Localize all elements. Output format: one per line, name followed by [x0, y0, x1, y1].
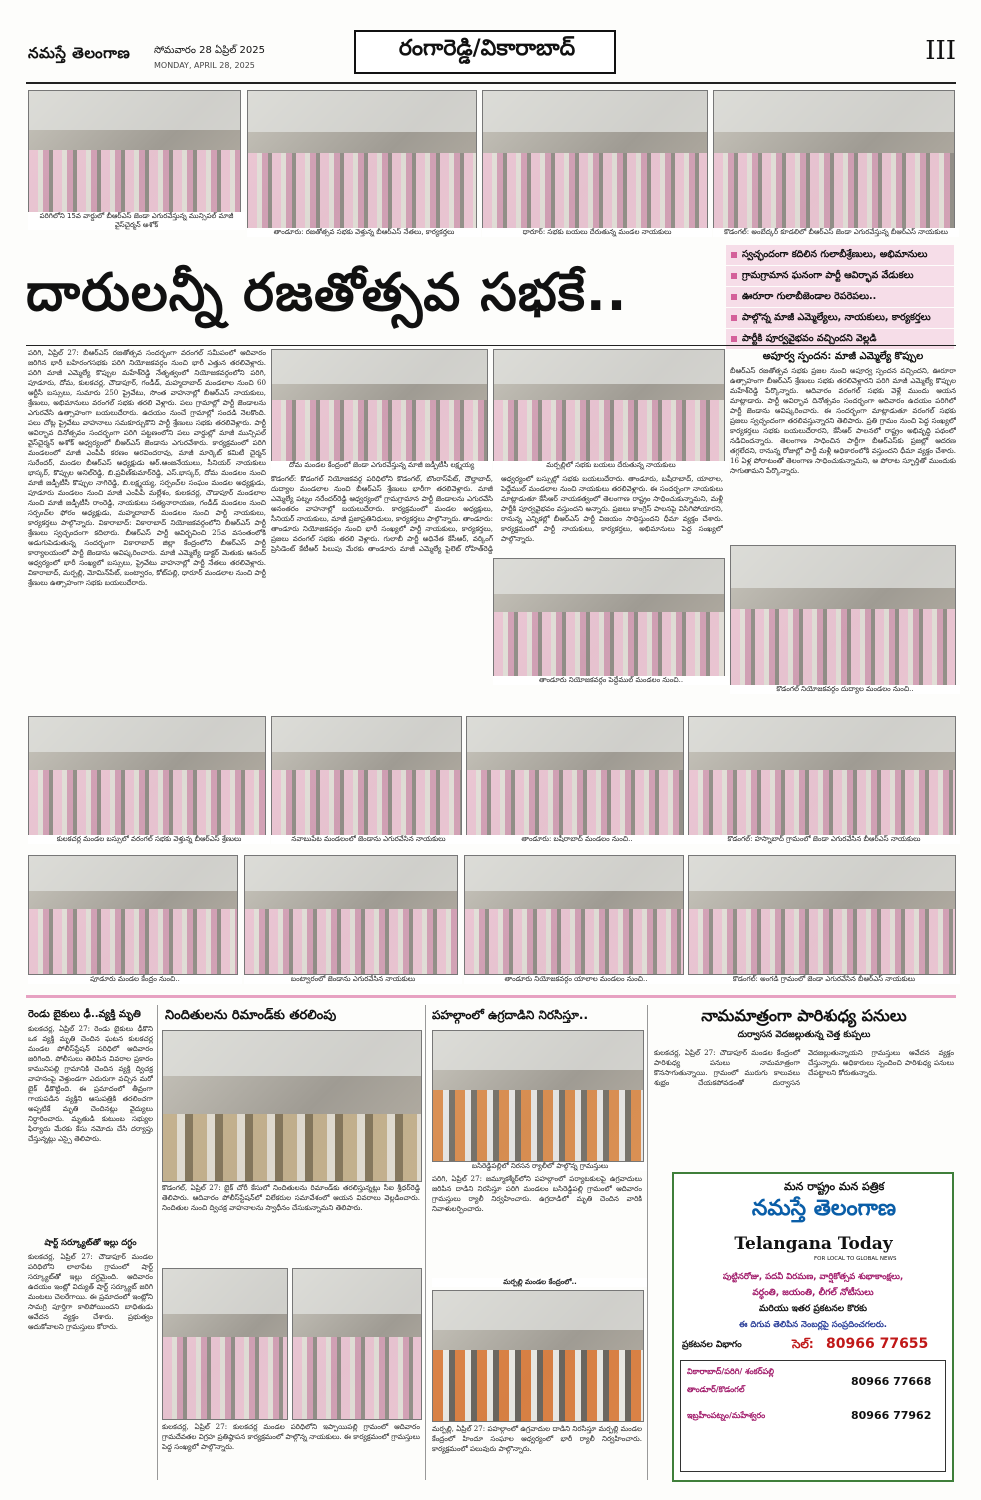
gallery-photo	[466, 716, 684, 836]
news-subtitle: దుర్వాసన వెదజల్లుతున్న చెత్త కుప్పలు	[737, 1030, 871, 1040]
top-photo	[482, 90, 708, 230]
top-photo	[247, 90, 477, 230]
news-text: పరిగి, ఏప్రిల్ 27: జమ్మూకశ్మీర్‌లోని పహల్గాంలో పర్యాటకులపై ఉగ్రవాదులు జరిపిన దాడిని నిరసిస్తూ పరిగి మండలం బసిరెడ్డిపల్లి గ్రామంలో ఆదివారం గ్రామస్తులు ర్యాలీ నిర్వహించారు. ఉగ్రదాడిలో మృతి చెందిన వారికి నివాళులర్పించారు.	[432, 1174, 642, 1213]
ad-brand-te: నమస్తే తెలంగాణ	[751, 1196, 897, 1221]
photo-caption: కొడంగల్: హస్నాబాద్ గ్రామంలో జెండా ఎగురవేసిన బీఆర్‌ఎస్ నాయకులు	[688, 835, 960, 844]
photo-caption: పూడూరు మండల కేంద్రం నుంచి..	[28, 975, 242, 984]
column-rule	[425, 1005, 426, 1480]
story-photo	[493, 558, 725, 678]
photo-caption: కులకచర్ల మండల బస్సులో వరంగల్ సభకు వెళ్తున్న బీఆర్‌ఎస్ శ్రేణులు	[28, 835, 270, 844]
advertisement	[672, 1172, 954, 1482]
highlight-item: స్వచ్ఛందంగా కదిలిన గులాబీశ్రేణులు, అభిమానులు	[726, 245, 954, 265]
ad-contact-phone[interactable]: 80966 77668	[851, 1375, 932, 1388]
photo-caption: తాండూరు నియోజకవర్గం పెద్దేముల్ మండలం నుంచి..	[493, 676, 729, 685]
ad-line: వర్ధంతి, జయంతి, లీగల్ నోటీసులు	[752, 1288, 874, 1298]
masthead-rule	[26, 82, 956, 84]
date-english: MONDAY, APRIL 28, 2025	[154, 61, 255, 70]
gallery-photo	[688, 855, 956, 975]
photo-caption: బంట్వారంలో జెండాను ఎగురవేసిన నాయకులు	[244, 975, 462, 984]
news-title: నిందితులను రిమాండ్‌కు తరలింపు	[165, 1008, 337, 1023]
ad-contact-box	[680, 1360, 946, 1472]
gallery-photo	[28, 716, 266, 836]
ad-cell-label: సెల్:	[792, 1337, 814, 1351]
photo-caption: దోమ మండల కేంద్రంలో జెండా ఎగురవేస్తున్న మాజీ జడ్పీటీసీ లక్ష్మయ్య	[271, 461, 492, 470]
photo-caption: కొడంగల్ నియోజకవర్గం దుద్యాల మండలం నుంచి..	[730, 685, 960, 694]
news-text: కొడంగల్, ఏప్రిల్ 27: బైక్ చోరీ కేసులో నిందితులను రిమాండ్‌కు తరలిస్తున్నట్లు సీఐ శ్రీధర్‌రెడ్డి తెలిపారు. ఆదివారం పోలీస్‌స్టేషన్‌లో విలేకరుల సమావేశంలో ఆయన వివరాలు వెల్లడించారు. నిందితుల నుంచి ద్విచక్ర వాహనాలను స్వాధీనం చేసుకున్నామని తెలిపారు.	[162, 1183, 420, 1212]
news-title: నామమాత్రంగా పారిశుధ్య పనులు	[701, 1006, 907, 1025]
highlight-item: పార్టీకి పూర్వవైభవం వచ్చిందని వెల్లడి	[726, 329, 954, 349]
main-headline: దారులన్నీ రజతోత్సవ సభకే..	[26, 263, 628, 323]
headline-rule	[26, 345, 956, 346]
ad-dept: ప్రకటనల విభాగం	[682, 1340, 742, 1350]
photo-caption: కొడంగల్: అంబేద్కర్ కూడలిలో బీఆర్‌ఎస్ జెండా ఎగురవేస్తున్న బీఆర్‌ఎస్ నాయకులు	[713, 228, 959, 237]
ad-contact-area: వికారాబాద్/పరిగి/ శంకర్‌పల్లి	[687, 1367, 774, 1376]
story-column: పరిగి, ఏప్రిల్ 27: బీఆర్‌ఎస్ రజతోత్సవ సందర్భంగా వరంగల్ సమీపంలో ఆదివారం జరిగిన భారీ బహిరంగసభకు పరిగి నియోజకవర్గం నుంచి భారీ ఎత్తున తరలివెళ్లారు. పరిగి మాజీ ఎమ్మెల్యే కొప్పుల మహేశ్‌రెడ్డి నేతృత్వంలో నియోజకవర్గంలోని పరిగి, పూడూరు, దోమ, కులకచర్ల, చౌడాపూర్, గండీడ్, మహ్మదాబాద్ మండలాల నుంచి 60 ఆర్టీసీ బస్సులు, సుమారు 250 ప్రైవేటు, సొంత వాహనాల్లో బీఆర్‌ఎస్ నాయకులు, శ్రేణులు, అభిమానులు వరంగల్ సభకు తరలి వెళ్లారు. పలు గ్రామాల్లో పార్టీ జెండాలను ఎగురవేసి ఉత్సాహంగా బయలుదేరారు. ఉదయం నుంచే గ్రామాల్లో సందడి నెలకొంది. పలు చోట్ల ప్రైవేటు వాహనాలు సమకూర్చుకొని పార్టీ శ్రేణులు సభకు తరలివెళ్లారు. పార్టీ ఆవిర్భావ దినోత్సవం సందర్భంగా పరిగి పట్టణంలోని పలు వార్డుల్లో మాజీ మున్సిపల్ వైస్‌చైర్మన్ అశోక్ ఆధ్వర్యంలో బీఆర్‌ఎస్ జెండాను ఎగురవేశారు. కార్యక్రమంలో పరిగి మండలంలో మాజీ ఎంపీపీ కరణం అరవిందరావు, మాజీ మార్కెట్ కమిటీ చైర్మన్ సురేందర్, మండల బీఆర్‌ఎస్ అధ్యక్షుడు ఆర్.ఆంజనేయులు, సీనియర్ నాయకులు భాస్కర్, కొప్పుల అనిల్‌రెడ్డి, బి.ప్రవీణ్‌కుమార్‌రెడ్డి, ఎస్.భాస్కర్, దోమ మండలం నుంచి మాజీ జడ్పీటీసీ కొప్పుల నాగిరెడ్డి, బి.లక్ష్మయ్య, సర్పంచ్‌ల సంఘం మండల అధ్యక్షుడు, పూడూరు మండలం నుంచి మాజీ ఎంపీపీ మల్లేశం, కులకచర్ల, చౌడాపూర్ మండలాల నుంచి మాజీ జడ్పీటీసీ రాంరెడ్డి, నాయకులు సత్యనారాయణ, గండీడ్ మండలం నుంచి సర్పంచ్‌ల ఫోరం అధ్యక్షుడు, మహ్మదాబాద్ మండలం నుంచి పార్టీ నాయకులు, కార్యకర్తలు పాల్గొన్నారు. వికారాబాద్: వికారాబాద్ నియోజకవర్గంలోని బీఆర్‌ఎస్ పార్టీ శ్రేణులు స్వచ్ఛందంగా కదిలారు. బీఆర్‌ఎస్ పార్టీ ఆవిర్భవించి 25వ వసంతంలోకి అడుగుపెడుతున్న సందర్భంగా వికారాబాద్ జిల్లా కేంద్రంలోని బీఆర్‌ఎస్ పార్టీ కార్యాలయంలో పార్టీ జెండాను ఆవిష్కరించారు. మాజీ ఎమ్మెల్యే డాక్టర్ మెతుకు ఆనంద్ ఆధ్వర్యంలో భారీ సంఖ్యలో బస్సులు, ప్రైవేటు వాహనాల్లో పార్టీ నేతలు తరలివెళ్లారు. వికారాబాద్, మర్పల్లి, మోమిన్‌పేట్, బంట్వారం, కోట్‌పల్లి, ధారూర్ మండలాల నుంచి పార్టీ శ్రేణులు ఉత్సాహంగా సభకు బయలుదేరారు.	[28, 348, 266, 587]
news-photo	[292, 1268, 422, 1420]
news-photo	[432, 1030, 644, 1162]
news-photo	[162, 1268, 288, 1420]
ad-line: ఈ దిగువ తెలిపిన నెంబర్లపై సంప్రదించగలరు.	[738, 1320, 888, 1330]
highlight-item: ఊరూరా గులాబీజెండాల రెపరెపలు..	[726, 287, 954, 307]
ad-contact-phone[interactable]: 80966 77962	[851, 1409, 932, 1422]
highlight-item: పాల్గొన్న మాజీ ఎమ్మెల్యేలు, నాయకులు, కార్యకర్తలు	[726, 308, 954, 328]
story-photo	[271, 349, 488, 463]
news-text: కులకచర్ల, ఏప్రిల్ 27: రెండు బైకులు ఢీకొని ఒక వ్యక్తి మృతి చెందిన ఘటన కులకచర్ల మండల పోలీస్‌స్టేషన్ పరిధిలో ఆదివారం జరిగింది. పోలీసులు తెలిపిన వివరాల ప్రకారం కామునిపల్లి గ్రామానికి చెందిన వ్యక్తి ద్విచక్ర వాహనంపై వెళ్తుండగా ఎదురుగా వచ్చిన మరో బైక్ ఢీకొట్టింది. ఈ ప్రమాదంలో తీవ్రంగా గాయపడిన వ్యక్తిని ఆసుపత్రికి తరలించగా అప్పటికే మృతి చెందినట్లు వైద్యులు నిర్ధారించారు. మృతుడి కుటుంబ సభ్యుల ఫిర్యాదు మేరకు కేసు నమోదు చేసి దర్యాప్తు చేస్తున్నట్లు ఎస్సై తెలిపారు.	[28, 1024, 153, 1143]
ad-brand-tagline: FOR LOCAL TO GLOBAL NEWS	[814, 1256, 897, 1262]
photo-caption: కొడంగల్: అంగడి గ్రామంలో జెండా ఎగురవేసిన బీఆర్‌ఎస్ నాయకులు	[688, 975, 960, 984]
news-subtitle: షార్ట్ సర్క్యూట్‌తో ఇల్లు దగ్ధం	[44, 1238, 137, 1248]
news-text: కులకచర్ల, ఏప్రిల్ 27: కులకచర్ల మండల పరిధిలోని ఇప్పాయిపల్లి గ్రామంలో ఆదివారం గ్రామదేవతల విగ్రహ ప్రతిష్ఠాపన కార్యక్రమంలో పాల్గొన్న నాయకులు. ఈ కార్యక్రమంలో గ్రామస్తులు పెద్ద సంఖ్యలో పాల్గొన్నారు.	[162, 1422, 420, 1451]
story-photo	[493, 349, 725, 463]
section-divider	[26, 995, 956, 998]
gallery-photo	[28, 855, 238, 975]
gallery-photo	[688, 716, 956, 836]
ad-brand-en: Telangana Today	[734, 1234, 893, 1254]
photo-caption: తాండూరు నియోజకవర్గం యాలాల మండలం నుంచి..	[464, 975, 688, 984]
photo-caption: మర్పల్లిలో సభకు బయలు దేరుతున్న నాయకులు	[493, 461, 729, 470]
paper-name: నమస్తే తెలంగాణ	[28, 44, 131, 62]
photo-caption: బసిరెడ్డిపల్లిలో నిరసన ర్యాలీలో పాల్గొన్న గ్రామస్తులు	[432, 1162, 648, 1171]
photo-caption: నవాబుపేట మండలంలో జెండాను ఎగురవేసిన నాయకులు	[271, 835, 466, 844]
highlights-box	[726, 245, 954, 345]
top-photo	[713, 90, 955, 230]
photo-caption: తాండూరు: బషీరాబాద్ మండలం నుంచి..	[466, 835, 688, 844]
photo-caption: తాండూరు: రజతోత్సవ సభకు వెళ్తున్న బీఆర్‌ఎస్ నేతలు, కార్యకర్తలు	[247, 228, 481, 237]
ad-contact-area: తాండూర్/కొడంగల్	[687, 1385, 745, 1394]
top-photo	[28, 90, 241, 222]
page-number: III	[925, 36, 956, 66]
masthead	[26, 30, 956, 88]
news-photo	[432, 1290, 644, 1422]
ad-line: పుట్టినరోజు, పదవీ విరమణ, వార్షికోత్సవ శుభాకాంక్షలు,	[722, 1272, 904, 1282]
ad-cell-number[interactable]: 80966 77655	[826, 1336, 929, 1352]
section-title: రంగారెడ్డి/వికారాబాద్	[398, 36, 576, 61]
news-text: కులకచర్ల, ఏప్రిల్ 27: చౌడాపూర్ మండల కేంద్రంలో పారిశుధ్య పనులు నామమాత్రంగా కొనసాగుతున్నాయి. గ్రామంలో మురుగు కాలువలు శుభ్రం చేయకపోవడంతో దుర్వాసన వెదజల్లుతున్నాయని గ్రామస్తులు ఆవేదన వ్యక్తం చేస్తున్నారు. అధికారులు స్పందించి పారిశుధ్య పనులు చేపట్టాలని కోరుతున్నారు.	[654, 1048, 954, 1087]
news-text: కులకచర్ల, ఏప్రిల్ 27: చౌడాపూర్ మండల పరిధిలోని లాలాపేట గ్రామంలో షార్ట్ సర్క్యూట్‌తో ఇల్లు దగ్ధమైంది. ఆదివారం ఉదయం ఇంట్లో విద్యుత్ షార్ట్ సర్క్యూట్ జరిగి మంటలు చెలరేగాయి. ఈ ప్రమాదంలో ఇంట్లోని సామగ్రి పూర్తిగా కాలిపోయిందని బాధితుడు ఆవేదన వ్యక్తం చేశారు. ప్రభుత్వం ఆదుకోవాలని గ్రామస్తులు కోరారు.	[28, 1252, 153, 1331]
ad-line: మరియు ఇతర ప్రకటనల కొరకు	[759, 1304, 867, 1314]
news-title: రెండు బైకులు ఢీ..వ్యక్తి మృతి	[28, 1009, 141, 1020]
column-rule	[647, 1005, 648, 1480]
gallery-photo	[271, 716, 462, 836]
sidebar-text: బీఆర్‌ఎస్ రజతోత్సవ సభకు ప్రజల నుంచి అపూర్వ స్పందన వచ్చిందని, ఊరూరా ఉత్సాహంగా బీఆర్‌ఎస్ శ్రేణులు సభకు తరలివెళ్లారని పరిగి మాజీ ఎమ్మెల్యే కొప్పుల మహేశ్‌రెడ్డి పేర్కొన్నారు. ఆదివారం వరంగల్ సభకు వెళ్లే ముందు ఆయన మాట్లాడారు. పార్టీ ఆవిర్భావ దినోత్సవం సందర్భంగా ఆదివారం ఉదయం పరిగిలో పార్టీ జెండాను ఆవిష్కరించారు. ఈ సందర్భంగా మాట్లాడుతూ వరంగల్ సభకు ప్రజలు స్వచ్ఛందంగా తరలివస్తున్నారని తెలిపారు. ప్రతి గ్రామం నుంచి పెద్ద సంఖ్యలో కార్యకర్తలు సభకు బయలుదేరారని, కేసీఆర్ పాలనలో రాష్ట్రం అభివృద్ధి పథంలో నడిచిందన్నారు. తెలంగాణ సాధించిన పార్టీగా బీఆర్‌ఎస్‌కు ప్రజల్లో ఆదరణ తగ్గలేదని, రానున్న రోజుల్లో పార్టీ మళ్లీ అధికారంలోకి వస్తుందని ధీమా వ్యక్తం చేశారు. 16 ఏళ్ల పోరాటంతో తెలంగాణ సాధించుకున్నామని, ఆ పోరాట స్ఫూర్తితో ముందుకు సాగుతామని పేర్కొన్నారు.	[730, 366, 956, 475]
date-telugu: సోమవారం 28 ఏప్రిల్ 2025	[154, 45, 265, 56]
news-title: పహల్గాంలో ఉగ్రదాడిని నిరసిస్తూ..	[432, 1008, 589, 1022]
news-text: మర్పల్లి, ఏప్రిల్ 27: పహల్గాంలో ఉగ్రవాదుల దాడిని నిరసిస్తూ మర్పల్లి మండల కేంద్రంలో హిందూ సంఘాల ఆధ్వర్యంలో భారీ ర్యాలీ నిర్వహించారు. కార్యక్రమంలో పలువురు పాల్గొన్నారు.	[432, 1424, 642, 1453]
gallery-photo	[464, 855, 684, 975]
highlight-item: గ్రామగ్రామాన ఘనంగా పార్టీ ఆవిర్భావ వేడుకలు	[726, 266, 954, 286]
photo-caption: ధారూర్: సభకు బయలు దేరుతున్న మండల నాయకులు	[482, 228, 712, 237]
ad-tagline: మన రాష్ట్రం మన పత్రిక	[784, 1180, 885, 1193]
photo-caption: పరిగిలోని 15వ వార్డులో బీఆర్‌ఎస్ జెండా ఎగురవేస్తున్న మున్సిపల్ మాజీ వైస్‌చైర్మన్ అశోక్	[28, 212, 245, 230]
photo-caption: మర్పల్లి మండల కేంద్రంలో..	[432, 1278, 648, 1287]
ad-contact-area: ఇబ్రహీంపట్నం/మహేశ్వరం	[687, 1411, 766, 1420]
gallery-photo	[244, 855, 458, 975]
story-photo	[730, 545, 956, 687]
news-photo	[162, 1030, 422, 1182]
sidebar-title: అపూర్వ స్పందన: మాజీ ఎమ్మెల్యే కొప్పుల	[762, 351, 924, 362]
column-rule	[157, 1005, 158, 1480]
story-column: కొడంగల్: కొడంగల్ నియోజకవర్గ పరిధిలోని కొడంగల్, బొంరాస్‌పేట్, దౌల్తాబాద్, దుద్యాల మండలాల నుంచి బీఆర్‌ఎస్ శ్రేణులు భారీగా తరలివెళ్లారు. మాజీ ఎమ్మెల్యే పట్నం నరేందర్‌రెడ్డి ఆధ్వర్యంలో గ్రామగ్రామాన పార్టీ జెండాలను ఎగురవేసి అనంతరం వాహనాల్లో బయలుదేరారు. కార్యక్రమంలో మండల అధ్యక్షులు, సీనియర్ నాయకులు, మాజీ ప్రజాప్రతినిధులు, కార్యకర్తలు పాల్గొన్నారు. తాండూరు: తాండూరు నియోజకవర్గం నుంచి భారీ సంఖ్యలో పార్టీ నాయకులు, కార్యకర్తలు, ప్రజలు వరంగల్ సభకు తరలి వెళ్లారు. గులాబీ పార్టీ అధినేత కేసీఆర్, వర్కింగ్ ప్రెసిడెంట్ కేటీఆర్ పిలుపు మేరకు తాండూరు మాజీ ఎమ్మెల్యే పైలెట్ రోహిత్‌రెడ్డి ఆధ్వర్యంలో బస్సుల్లో సభకు బయలుదేరారు. తాండూరు, బషీరాబాద్, యాలాల, పెద్దేముల్ మండలాల నుంచి నాయకులు తరలివెళ్లారు. ఈ సందర్భంగా నాయకులు మాట్లాడుతూ కేసీఆర్ నాయకత్వంలో తెలంగాణ రాష్ట్రం సాధించుకున్నామని, మళ్లీ పార్టీకి పూర్వవైభవం వస్తుందని అన్నారు. ప్రజలు కాంగ్రెస్ పాలనపై విసిగిపోయారని, రానున్న ఎన్నికల్లో బీఆర్‌ఎస్ పార్టీ విజయం సాధిస్తుందని ధీమా వ్యక్తం చేశారు. కార్యక్రమంలో పార్టీ నాయకులు, కార్యకర్తలు, అభిమానులు పెద్ద సంఖ్యలో పాల్గొన్నారు.	[271, 474, 723, 553]
